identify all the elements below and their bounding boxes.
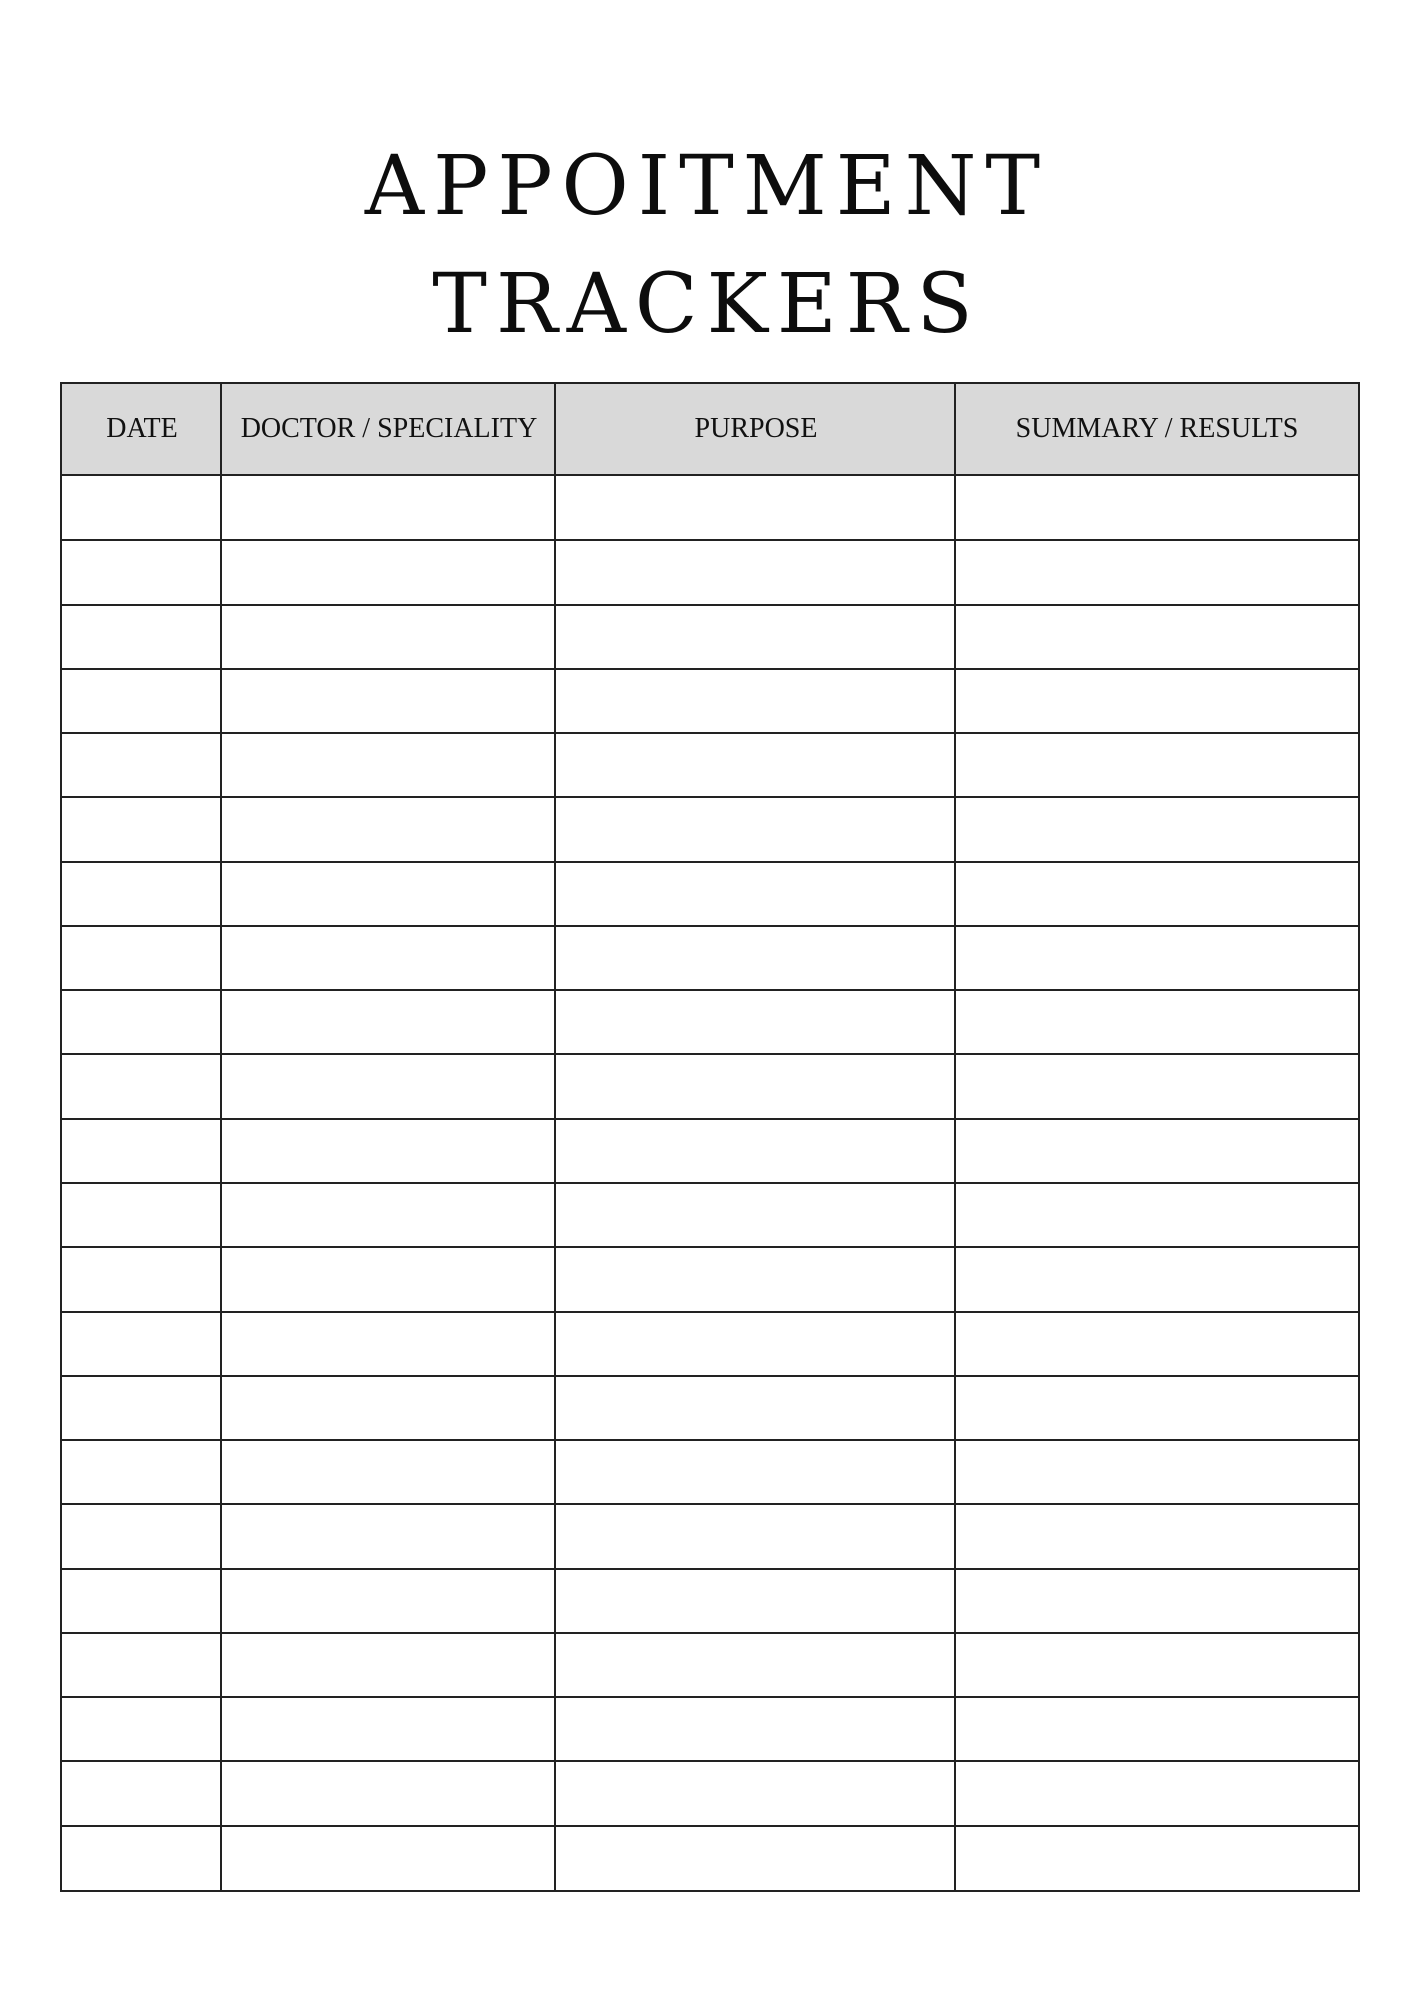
column-divider: [954, 384, 956, 1890]
row-divider: [62, 1182, 1358, 1184]
row-divider: [62, 861, 1358, 863]
row-divider: [62, 604, 1358, 606]
column-divider: [554, 384, 556, 1890]
row-divider: [62, 1118, 1358, 1120]
row-divider: [62, 989, 1358, 991]
row-divider: [62, 1568, 1358, 1570]
row-divider: [62, 1053, 1358, 1055]
column-header-purpose: PURPOSE: [694, 413, 818, 444]
row-divider: [62, 1760, 1358, 1762]
row-divider: [62, 1825, 1358, 1827]
page-title-line-1: APPOITMENT: [364, 139, 1050, 234]
row-divider: [62, 1246, 1358, 1248]
row-divider: [62, 1439, 1358, 1441]
column-header-summary-results: SUMMARY / RESULTS: [1015, 413, 1299, 444]
row-divider: [62, 1696, 1358, 1698]
row-divider: [62, 732, 1358, 734]
appointment-table: [60, 382, 1360, 1892]
row-divider: [62, 539, 1358, 541]
column-header-doctor-speciality: DOCTOR / SPECIALITY: [240, 413, 538, 444]
row-divider: [62, 796, 1358, 798]
column-divider: [220, 384, 222, 1890]
row-divider: [62, 1503, 1358, 1505]
row-divider: [62, 925, 1358, 927]
row-divider: [62, 1632, 1358, 1634]
page-title: [0, 128, 1414, 364]
column-header-date: DATE: [106, 413, 178, 444]
page-title-line-2: TRACKERS: [432, 257, 982, 352]
table-header-row: [62, 384, 1358, 476]
row-divider: [62, 1375, 1358, 1377]
row-divider: [62, 1311, 1358, 1313]
row-divider: [62, 668, 1358, 670]
